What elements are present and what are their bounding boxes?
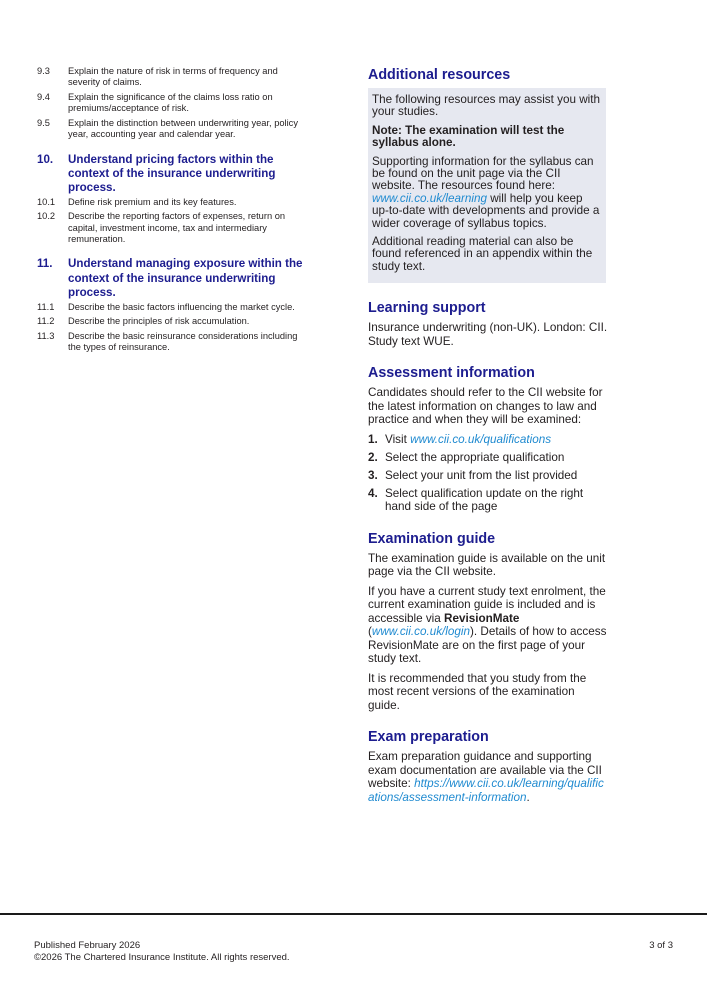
guide-availability: The examination guide is available on the unit page via the CII website. bbox=[368, 551, 606, 579]
outcome-number: 11. bbox=[37, 257, 53, 271]
login-link[interactable]: www.cii.co.uk/login bbox=[371, 625, 470, 639]
item-text: Describe the basic factors influencing the market cycle. bbox=[68, 301, 295, 312]
syllabus-item bbox=[37, 302, 307, 313]
syllabus-item bbox=[37, 197, 307, 208]
item-text: Describe the basic reinsurance considerations including the types of reinsurance. bbox=[68, 330, 298, 353]
outcome-number: 10. bbox=[37, 152, 54, 166]
item-number: 11.3 bbox=[37, 330, 55, 341]
learning-outcome-heading bbox=[37, 153, 307, 196]
item-text: Explain the distinction between underwriting year, policy year, accounting year and calendar year. bbox=[68, 117, 298, 140]
section-heading: Examination guide bbox=[368, 530, 496, 547]
qualifications-link[interactable]: www.cii.co.uk/qualifications bbox=[410, 432, 552, 446]
item-number: 11.1 bbox=[37, 301, 55, 312]
step-item: 2. Select the appropriate qualification bbox=[368, 450, 565, 464]
footer-divider bbox=[0, 913, 707, 915]
page-number: 3 of 3 bbox=[649, 940, 673, 951]
guide-revisionmate: If you have a current study text enrolment, the current examination guide is included and is accessible via RevisionMate (www.cii.co.uk/login). Details of how to access RevisionMate are on the first page of your study text. bbox=[368, 584, 607, 666]
learning-support-text: Insurance underwriting (non-UK). London: CII. Study text WUE. bbox=[368, 321, 608, 348]
syllabus-column bbox=[37, 66, 307, 357]
item-number: 10.2 bbox=[37, 211, 56, 222]
step-item: 4. Select qualification update on the right hand side of the page bbox=[368, 486, 584, 514]
item-number: 10.1 bbox=[37, 196, 56, 207]
syllabus-item bbox=[37, 331, 307, 354]
examination-guide-section bbox=[368, 530, 608, 713]
resources-note: Note: The examination will test the syllabus alone. bbox=[372, 123, 565, 150]
section-heading: Learning support bbox=[368, 300, 486, 317]
item-text: Explain the nature of risk in terms of frequency and severity of claims. bbox=[68, 66, 278, 88]
item-number: 9.3 bbox=[37, 66, 50, 76]
item-text: Describe the reporting factors of expenses, return on capital, investment income, tax and intermediary remuneration. bbox=[68, 211, 286, 245]
item-number: 11.2 bbox=[37, 316, 55, 327]
item-number: 9.4 bbox=[37, 91, 50, 102]
section-heading: Assessment information bbox=[368, 365, 535, 382]
assessment-information-section bbox=[368, 364, 608, 514]
learning-outcome-heading bbox=[37, 257, 307, 300]
resources-intro: The following resources may assist you with your studies. bbox=[372, 93, 600, 119]
item-text: Describe the principles of risk accumulation. bbox=[68, 316, 250, 327]
outcome-title: Understand managing exposure within the context of the insurance underwriting process. bbox=[68, 257, 303, 300]
syllabus-item bbox=[37, 66, 307, 89]
assessment-steps bbox=[368, 433, 608, 514]
copyright: ©2026 The Chartered Insurance Institute. All rights reserved. bbox=[34, 951, 290, 963]
assessment-info-link[interactable]: https://www.cii.co.uk/learning/qualifications/assessment-information bbox=[368, 777, 604, 804]
item-text: Define risk premium and its key features. bbox=[68, 196, 237, 207]
item-text: Explain the significance of the claims loss ratio on premiums/acceptance of risk. bbox=[68, 91, 273, 114]
assessment-intro: Candidates should refer to the CII website for the latest information on changes to law and practice and when they will be examined: bbox=[368, 386, 603, 427]
published-date: Published February 2026 bbox=[34, 940, 141, 951]
syllabus-item bbox=[37, 118, 307, 141]
exam-preparation-text: Exam preparation guidance and supporting exam documentation are available via the CII website: https://www.cii.co.uk/learning/qualifications/assessment-information. bbox=[368, 750, 604, 804]
footer bbox=[34, 940, 290, 963]
learning-link[interactable]: www.cii.co.uk/learning bbox=[372, 191, 487, 205]
step-item: 3. Select your unit from the list provided bbox=[368, 468, 578, 482]
item-number: 9.5 bbox=[37, 117, 50, 128]
step-item: 1. Visit www.cii.co.uk/qualifications bbox=[368, 432, 552, 446]
resources-reading: Additional reading material can also be found referenced in an appendix within the study text. bbox=[372, 235, 593, 273]
info-column bbox=[368, 66, 608, 820]
syllabus-item bbox=[37, 92, 307, 115]
additional-resources-section bbox=[368, 66, 608, 283]
syllabus-item bbox=[37, 211, 307, 245]
resources-box bbox=[368, 88, 606, 283]
exam-preparation-section bbox=[368, 728, 608, 804]
resources-supporting-info: Supporting information for the syllabus can be found on the unit page via the CII website. The resources found here: www.cii.co.uk/learning will help you keep up-to-date with developments and provide a wider coverage of syllabus topics. bbox=[372, 154, 600, 230]
syllabus-item bbox=[37, 316, 307, 327]
section-heading: Exam preparation bbox=[368, 729, 489, 746]
section-heading: Additional resources bbox=[368, 67, 511, 83]
learning-support-section bbox=[368, 299, 608, 348]
guide-recommendation: It is recommended that you study from the most recent versions of the examination guide. bbox=[368, 671, 587, 712]
outcome-title: Understand pricing factors within the context of the insurance underwriting process. bbox=[68, 152, 276, 195]
